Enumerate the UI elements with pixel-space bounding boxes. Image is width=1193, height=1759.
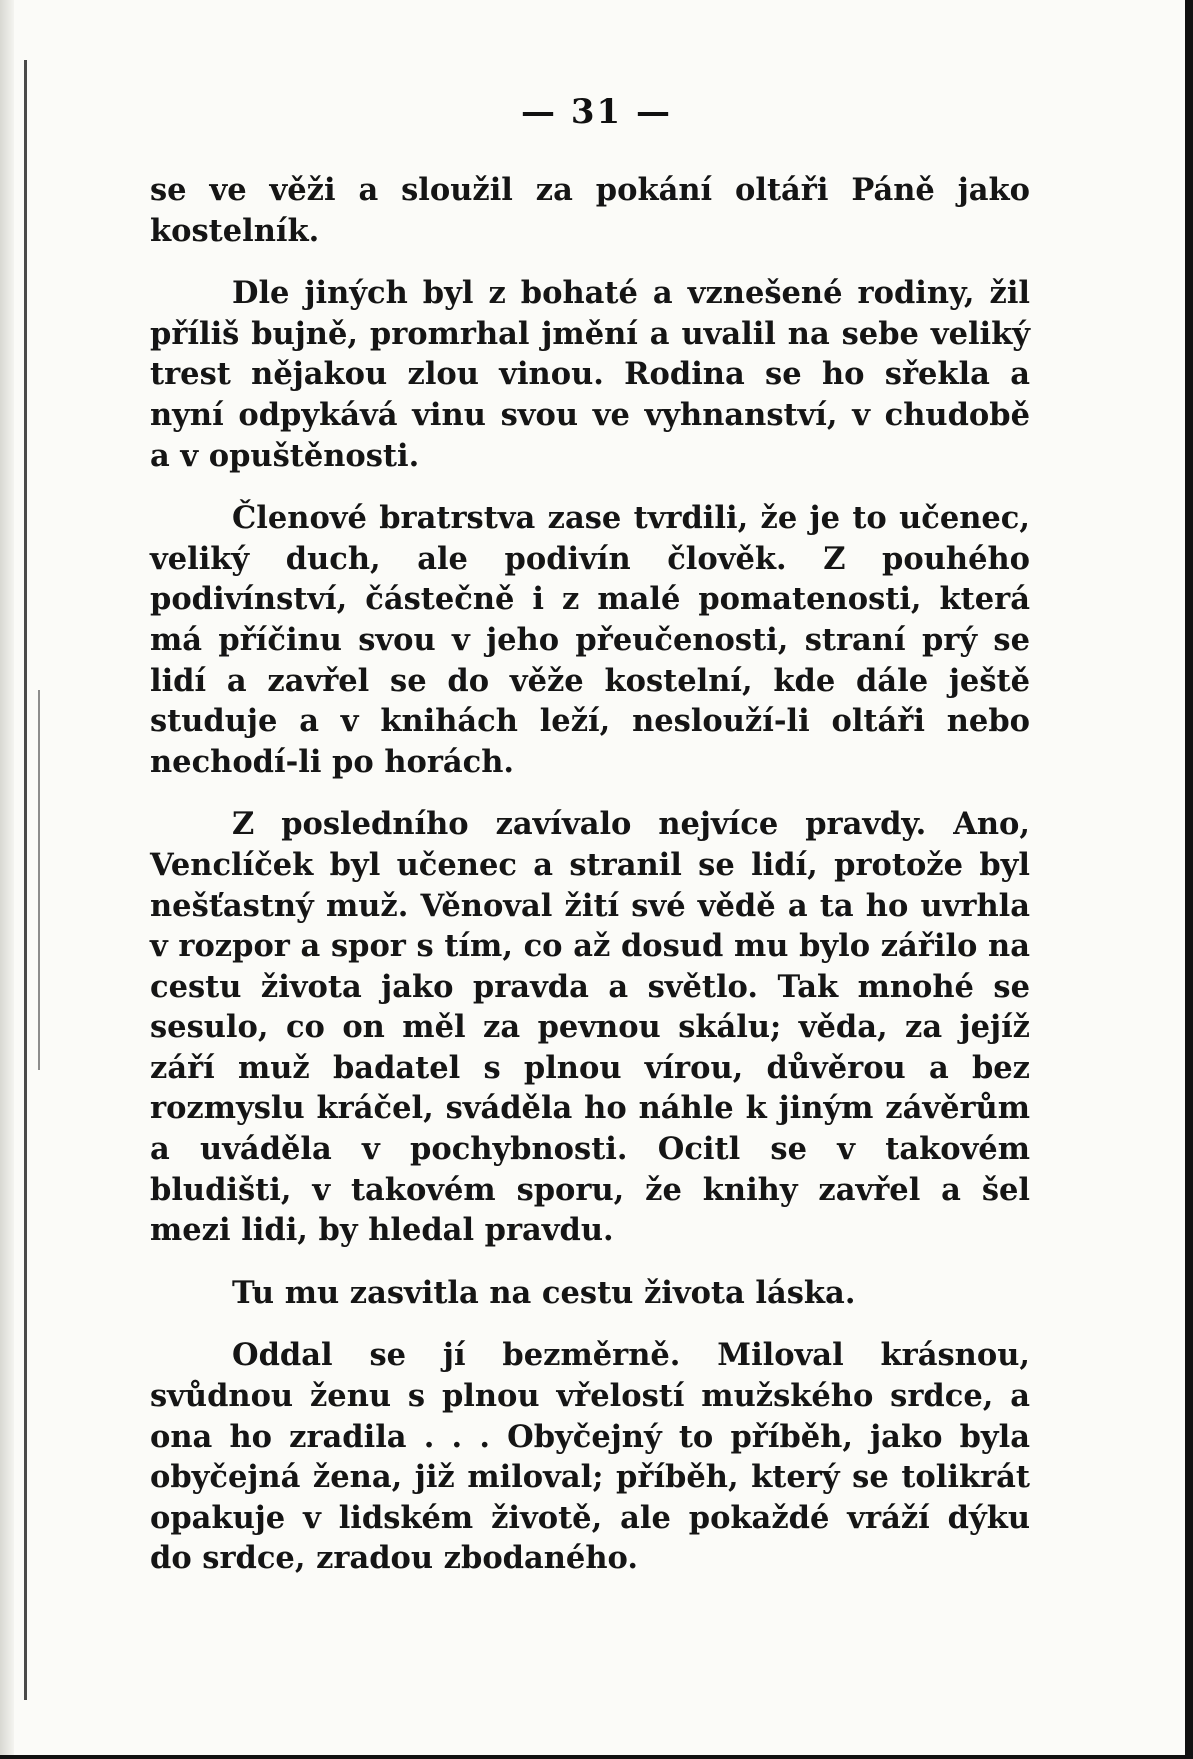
body-text <box>150 170 1030 1601</box>
paragraph: Tu mu zasvitla na cestu života láska. <box>232 1274 856 1311</box>
binding-mark <box>38 690 40 1070</box>
paragraph-continuation: se ve věži a sloužil za pokání oltáři Páně jako kostelník. <box>150 172 1030 249</box>
paragraph: Oddal se jí bezměrně. Miloval krásnou, svůdnou ženu s plnou vřelostí mužského srdce, a ona ho zradila . . . Obyčejný to příběh, jako byla obyčejná žena, již miloval; příběh, který se tolikrát opakuje v lidském životě, ale pokaždé vráží dýku do srdce, zradou zbodaného. <box>150 1337 1030 1577</box>
page-number: — 31 — <box>521 92 672 132</box>
paragraph: Dle jiných byl z bohaté a vznešené rodiny, žil příliš bujně, promrhal jmění a uvalil na sebe veliký trest nějakou zlou vinou. Rodina se ho sřekla a nyní odpykává vinu svou ve vyhnanství, v chudobě a v opuštěnosti. <box>150 275 1030 474</box>
binding-line <box>24 60 27 1700</box>
paragraph: Členové bratrstva zase tvrdili, že je to učenec, veliký duch, ale podivín člověk. Z pouhého podivínství, částečně i z malé pomatenosti, která má příčinu svou v jeho přeučenosti, straní prý se lidí a zavřel se do věže kostelní, kde dále ještě studuje a v knihách leží, neslouží-li oltáři nebo nechodí-li po horách. <box>150 500 1030 780</box>
paragraph: Z posledního zavívalo nejvíce pravdy. Ano, Venclíček byl učenec a stranil se lidí, protože byl nešťastný muž. Věnoval žití své vědě a ta ho uvrhla v rozpor a spor s tím, co až dosud mu bylo zářilo na cestu života jako pravda a světlo. Tak mnohé se sesulo, co on měl za pevnou skálu; věda, za jejíž září muž badatel s plnou vírou, důvěrou a bez rozmyslu kráčel, sváděla ho náhle k jiným závěrům a uváděla v pochybnosti. Ocitl se v takovém bludišti, v takovém sporu, že knihy zavřel a šel mezi lidi, by hledal pravdu. <box>150 806 1030 1249</box>
page-edge <box>0 0 14 1759</box>
